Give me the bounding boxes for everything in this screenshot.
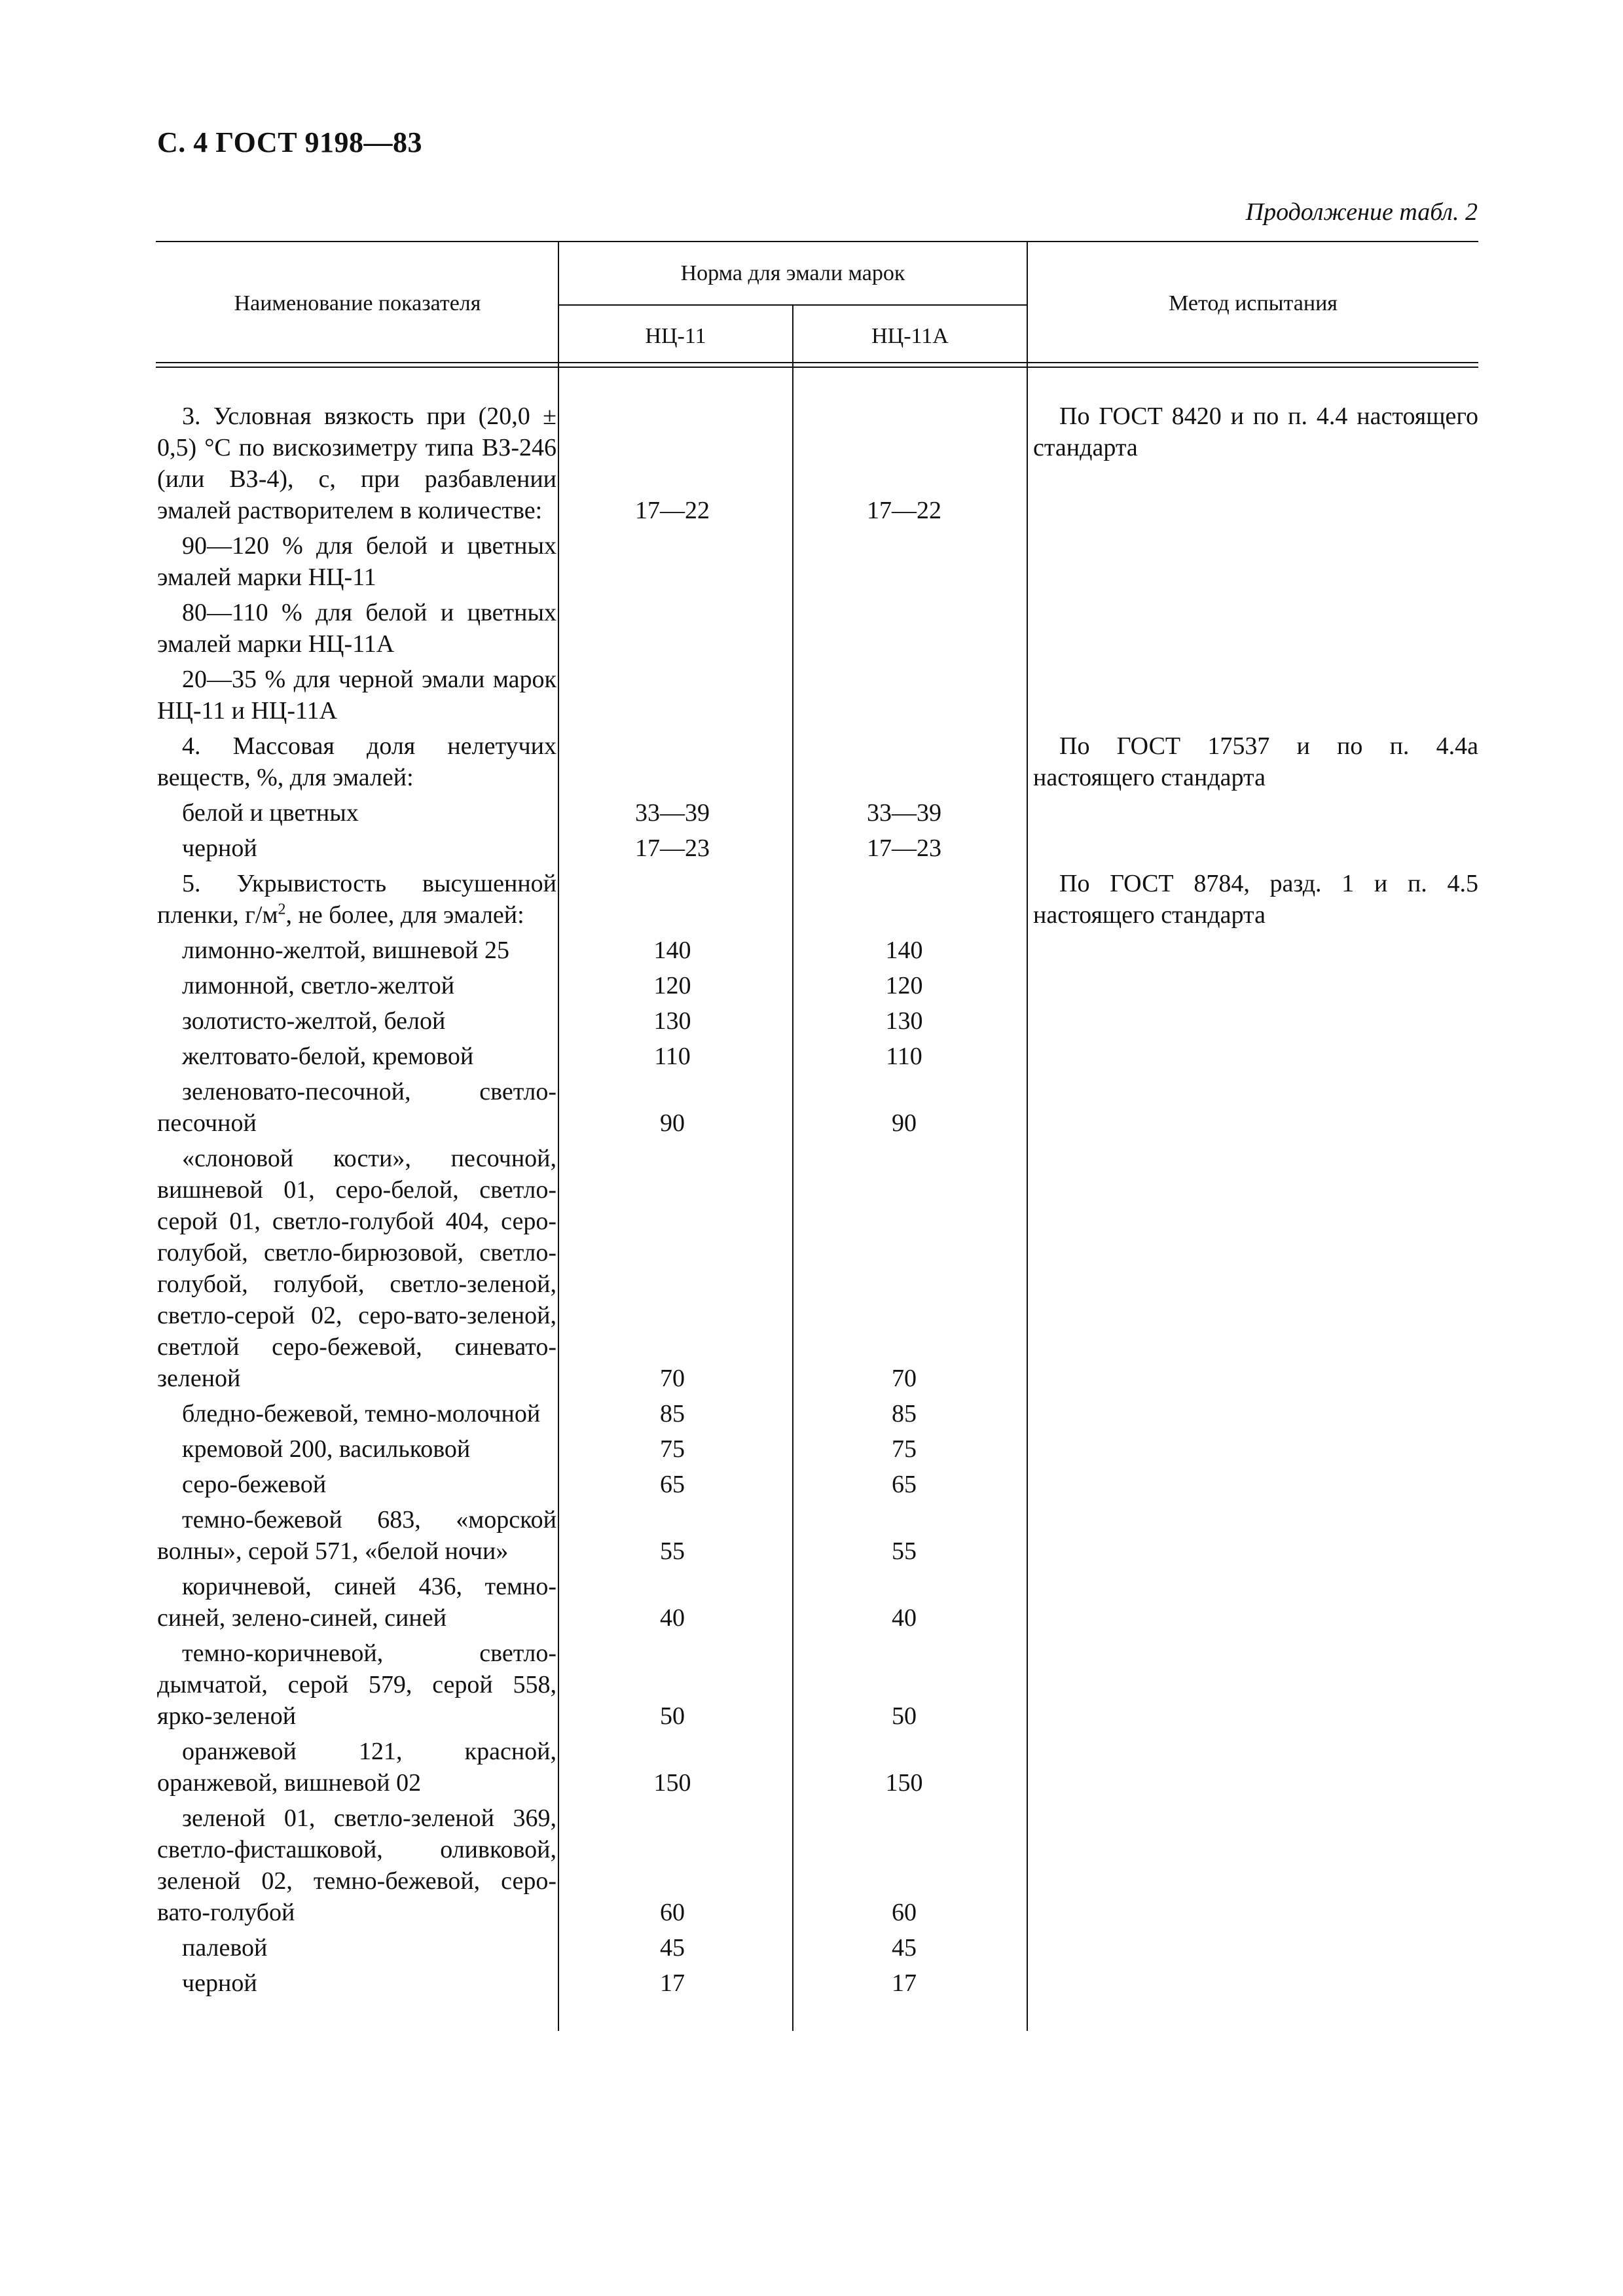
nc11a-value: 110 (886, 1043, 922, 1070)
nc11a-value: 45 (892, 1934, 917, 1962)
table-row (156, 730, 1478, 793)
method-cell (1020, 1932, 1478, 1964)
method-cell (1020, 664, 1478, 726)
method-cell (1020, 1433, 1478, 1465)
nc11-value: 33—39 (635, 799, 710, 827)
nc11-value: 50 (660, 1702, 685, 1730)
indicator-cell: зеленой 01, светло-зеленой 369, светло-фисташковой, оливковой, зеленой 02, темно-бежевой, серо-вато-голубой (157, 1804, 556, 1926)
table-row (156, 1932, 1478, 1964)
nc11a-value: 120 (885, 972, 923, 999)
method-cell: По ГОСТ 8784, разд. 1 и п. 4.5 настоящего стандарта (1033, 870, 1478, 929)
table-row (156, 1638, 1478, 1732)
table-row (156, 935, 1478, 966)
indicator-cell: темно-коричневой, светло-дымчатой, серой 579, серой 558, ярко-зеленой (157, 1640, 556, 1730)
nc11-value: 140 (653, 937, 691, 964)
nc11a-value: 140 (885, 937, 923, 964)
nc11-value: 70 (660, 1365, 685, 1392)
indicator-cell: 80—110 % для белой и цветных эмалей марки НЦ-11А (157, 599, 556, 658)
nc11-value: 60 (660, 1899, 685, 1926)
header-bottom-rule-1 (156, 362, 1478, 363)
nc11-value: 17—23 (635, 834, 710, 862)
nc11a-value (788, 730, 1020, 793)
indicator-cell: белой и цветных (182, 799, 359, 827)
nc11-value: 85 (660, 1400, 685, 1427)
table-row (156, 1143, 1478, 1394)
nc11a-value (788, 530, 1020, 593)
method-cell (1020, 1803, 1478, 1928)
nc11-value (556, 530, 788, 593)
nc11a-value: 55 (892, 1537, 917, 1565)
method-cell: По ГОСТ 17537 и по п. 4.4а настоящего стандарта (1033, 732, 1478, 791)
nc11a-value: 17—23 (867, 834, 941, 862)
nc11-value: 75 (660, 1435, 685, 1463)
nc11-value: 120 (653, 972, 691, 999)
method-cell (1020, 1005, 1478, 1037)
table-row (156, 1803, 1478, 1928)
indicator-cell: палевой (182, 1934, 268, 1962)
method-cell (1020, 1143, 1478, 1394)
indicator-cell: 4. Массовая доля нелетучих веществ, %, для эмалей: (157, 732, 556, 791)
nc11a-value (788, 664, 1020, 726)
nc11-value (556, 664, 788, 726)
table-top-rule (156, 241, 1478, 242)
indicator-cell: желтовато-белой, кремовой (182, 1043, 474, 1070)
header-nc11: НЦ-11 (645, 324, 706, 348)
table-row (156, 1736, 1478, 1799)
indicator-cell: 3. Условная вязкость при (20,0 ± 0,5) °С по вискозиметру типа ВЗ-246 (или ВЗ-4), с, при разбавлении эмалей растворителем в количестве: (157, 403, 556, 524)
method-cell (1020, 1076, 1478, 1139)
indicator-cell: зеленовато-песочной, светло-песочной (157, 1078, 556, 1137)
table-row (156, 664, 1478, 726)
table-row (156, 1504, 1478, 1567)
indicator-cell: черной (182, 834, 257, 862)
table-continuation-caption: Продолжение табл. 2 (1245, 198, 1478, 226)
method-cell (1020, 530, 1478, 593)
method-cell: По ГОСТ 8420 и по п. 4.4 настоящего стандарта (1033, 403, 1478, 461)
indicator-cell: оранжевой 121, красной, оранжевой, вишневой 02 (157, 1738, 556, 1797)
nc11-value: 45 (660, 1934, 685, 1962)
nc11-value: 150 (653, 1769, 691, 1797)
indicator-cell: коричневой, синей 436, темно-синей, зелено-синей, синей (157, 1573, 556, 1632)
table-row (156, 597, 1478, 660)
nc11-value: 17—22 (635, 497, 710, 524)
indicator-cell: «слоновой кости», песочной, вишневой 01, серо-белой, светло-серой 01, светло-голубой 404, серо-голубой, светло-бирюзовой, светло-голубой, голубой, светло-зеленой, светло-серой 02, серо-вато-зеленой, светлой серо-бежевой, синевато-зеленой (157, 1145, 556, 1392)
nc11-value: 130 (653, 1007, 691, 1035)
method-cell (1020, 1398, 1478, 1429)
nc11a-value: 65 (892, 1471, 917, 1498)
indicator-cell: серо-бежевой (182, 1471, 327, 1498)
page-header: С. 4 ГОСТ 9198—83 (157, 126, 423, 158)
table-row (156, 1469, 1478, 1500)
table-row (156, 1005, 1478, 1037)
method-cell (1020, 1041, 1478, 1072)
nc11a-value: 70 (892, 1365, 917, 1392)
method-cell (1020, 1504, 1478, 1567)
table-row (156, 868, 1478, 931)
table-row (156, 797, 1478, 829)
indicator-cell: 20—35 % для черной эмали марок НЦ-11 и НЦ-11А (157, 666, 556, 725)
nc11a-value: 150 (885, 1769, 923, 1797)
table-body (156, 401, 1478, 2003)
nc11-value: 40 (660, 1604, 685, 1632)
method-cell (1020, 1736, 1478, 1799)
header-indicator: Наименование показателя (234, 291, 481, 315)
indicator-cell: золотисто-желтой, белой (182, 1007, 446, 1035)
nc11a-value: 17—22 (867, 497, 941, 524)
indicator-cell: лимонно-желтой, вишневой 25 (182, 937, 509, 964)
table-row (156, 1398, 1478, 1429)
method-cell (1020, 797, 1478, 829)
nc11a-value (788, 868, 1020, 931)
table-row (156, 1076, 1478, 1139)
header-nc11a: НЦ-11А (871, 324, 949, 348)
method-cell (1020, 970, 1478, 1001)
indicator-cell: бледно-бежевой, темно-молочной (182, 1400, 541, 1427)
nc11a-value: 33—39 (867, 799, 941, 827)
nc11a-value: 50 (892, 1702, 917, 1730)
table-row (156, 1041, 1478, 1072)
nc11-value (556, 868, 788, 931)
header-norm-group: Норма для эмали марок (680, 261, 905, 285)
method-cell (1020, 1967, 1478, 1999)
indicator-cell (156, 868, 556, 931)
nc11a-value: 90 (892, 1109, 917, 1137)
nc11a-value: 85 (892, 1400, 917, 1427)
nc11-value: 65 (660, 1471, 685, 1498)
indicator-cell: лимонной, светло-желтой (182, 972, 455, 999)
nc11a-value: 60 (892, 1899, 917, 1926)
table-row (156, 530, 1478, 593)
table-row (156, 401, 1478, 526)
nc11-value: 55 (660, 1537, 685, 1565)
method-cell (1020, 833, 1478, 864)
table-row (156, 1967, 1478, 1999)
header-method: Метод испытания (1169, 291, 1338, 315)
nc11-value (556, 730, 788, 793)
nc11a-value: 75 (892, 1435, 917, 1463)
method-cell (1020, 1469, 1478, 1500)
indicator-cell: 90—120 % для белой и цветных эмалей марки НЦ-11 (157, 532, 556, 591)
nc11a-value: 130 (885, 1007, 923, 1035)
indicator-text-part: , не более, для эмалей: (285, 901, 524, 929)
indicator-text-part: 5. Укрывистость высушенной пленки, г/м (157, 870, 556, 929)
table-row (156, 970, 1478, 1001)
method-cell (1020, 1638, 1478, 1732)
nc11a-value: 17 (892, 1969, 917, 1997)
table-row (156, 1571, 1478, 1634)
nc11-value (556, 597, 788, 660)
method-cell (1020, 1571, 1478, 1634)
table-row (156, 1433, 1478, 1465)
indicator-cell: черной (182, 1969, 257, 1997)
nc11-value: 110 (654, 1043, 691, 1070)
header-bottom-rule-2 (156, 367, 1478, 368)
nc11a-value: 40 (892, 1604, 917, 1632)
indicator-cell: кремовой 200, васильковой (182, 1435, 471, 1463)
method-cell (1020, 935, 1478, 966)
nc11a-value (788, 597, 1020, 660)
indicator-cell: темно-бежевой 683, «морской волны», серой 571, «белой ночи» (157, 1506, 556, 1565)
superscript-2: 2 (278, 901, 286, 918)
nc11-value: 17 (660, 1969, 685, 1997)
method-cell (1020, 597, 1478, 660)
nc11-value: 90 (660, 1109, 685, 1137)
table-row (156, 833, 1478, 864)
